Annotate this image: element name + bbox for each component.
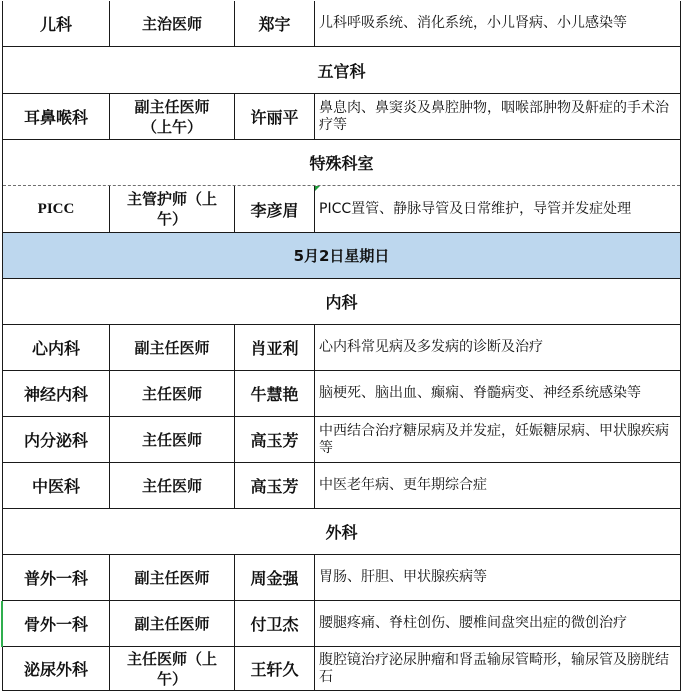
doctor-cell[interactable]: 肖亚利 xyxy=(235,325,315,370)
title-text: 主管护师（上午） xyxy=(126,190,217,228)
table-row xyxy=(3,647,680,691)
title-text: 主任医师（上午） xyxy=(126,649,217,688)
section-title[interactable]: 内科 xyxy=(325,293,358,312)
dept-cell[interactable]: 中医科 xyxy=(3,463,110,508)
table-row xyxy=(3,1,680,47)
table-row xyxy=(3,371,680,417)
specialty-cell[interactable]: 胃肠、肝胆、甲状腺疾病等 xyxy=(319,569,487,585)
specialty-cell[interactable]: 儿科呼吸系统、消化系统，小儿肾病、小儿感染等 xyxy=(319,15,627,31)
title-text: 副主任医师（上午） xyxy=(134,97,210,136)
doctor-cell[interactable]: 郑宇 xyxy=(235,1,315,46)
specialty-cell[interactable]: 中西结合治疗糖尿病及并发症，妊娠糖尿病、甲状腺疾病等 xyxy=(319,422,669,456)
table-row xyxy=(3,463,680,509)
specialty-cell[interactable]: 心内科常见病及多发病的诊断及治疗 xyxy=(319,339,543,355)
specialty-cell[interactable]: 腰腿疼痛、脊柱创伤、腰椎间盘突出症的微创治疗 xyxy=(319,615,627,631)
table-row xyxy=(3,94,680,140)
section-row xyxy=(3,140,680,186)
title-cell[interactable]: 副主任医师 xyxy=(110,555,235,600)
doctor-cell[interactable]: 许丽平 xyxy=(235,94,315,139)
section-row xyxy=(3,279,680,325)
dept-cell[interactable]: 耳鼻喉科 xyxy=(3,94,110,139)
title-cell[interactable]: 副主任医师 xyxy=(110,601,235,646)
dept-cell[interactable]: 内分泌科 xyxy=(3,417,110,462)
dept-cell[interactable]: 心内科 xyxy=(3,325,110,370)
doctor-cell[interactable]: 周金强 xyxy=(235,555,315,600)
table-row xyxy=(3,186,680,233)
section-row xyxy=(3,509,680,555)
specialty-cell[interactable]: PICC置管、静脉导管及日常维护，导管并发症处理 xyxy=(319,200,632,217)
section-title[interactable]: 外科 xyxy=(325,523,358,542)
specialty-cell[interactable]: 中医老年病、更年期综合症 xyxy=(319,477,487,493)
title-cell[interactable] xyxy=(110,94,235,139)
doctor-cell[interactable]: 李彦眉 xyxy=(235,186,315,232)
dept-cell[interactable]: 普外一科 xyxy=(3,555,110,600)
date-title[interactable]: 5月2日星期日 xyxy=(293,247,390,265)
table-row xyxy=(3,325,680,371)
table-row xyxy=(3,417,680,463)
dept-cell[interactable]: 神经内科 xyxy=(3,371,110,416)
doctor-cell[interactable]: 付卫杰 xyxy=(235,601,315,646)
dept-cell[interactable]: 儿科 xyxy=(3,1,110,46)
table-row xyxy=(3,601,680,647)
cell-comment-marker xyxy=(315,186,320,191)
specialty-cell[interactable]: 脑梗死、脑出血、癫痫、脊髓病变、神经系统感染等 xyxy=(319,385,641,401)
schedule-table xyxy=(2,1,681,691)
doctor-cell[interactable]: 高玉芳 xyxy=(235,463,315,508)
dept-cell[interactable]: PICC xyxy=(3,186,110,232)
dept-cell[interactable]: 骨外一科 xyxy=(3,601,110,646)
title-cell[interactable] xyxy=(110,186,235,232)
specialty-cell[interactable]: 鼻息肉、鼻窦炎及鼻腔肿物，咽喉部肿物及鼾症的手术治疗等 xyxy=(319,99,669,133)
title-cell[interactable]: 主任医师 xyxy=(110,371,235,416)
title-cell[interactable]: 主治医师 xyxy=(110,1,235,46)
table-row xyxy=(3,555,680,601)
section-title[interactable]: 五官科 xyxy=(317,61,366,81)
doctor-cell[interactable]: 高玉芳 xyxy=(235,417,315,462)
title-cell[interactable]: 主任医师 xyxy=(110,463,235,508)
title-cell[interactable]: 主任医师 xyxy=(110,417,235,462)
section-title[interactable]: 特殊科室 xyxy=(309,154,374,173)
title-cell[interactable] xyxy=(110,647,235,690)
date-row xyxy=(3,233,680,279)
specialty-cell[interactable]: 腹腔镜治疗泌尿肿瘤和肾盂输尿管畸形，输尿管及膀胱结石 xyxy=(319,651,669,685)
doctor-cell[interactable]: 王轩久 xyxy=(235,647,315,690)
doctor-cell[interactable]: 牛慧艳 xyxy=(235,371,315,416)
section-row xyxy=(3,47,680,94)
title-cell[interactable]: 副主任医师 xyxy=(110,325,235,370)
dept-cell[interactable]: 泌尿外科 xyxy=(3,647,110,690)
